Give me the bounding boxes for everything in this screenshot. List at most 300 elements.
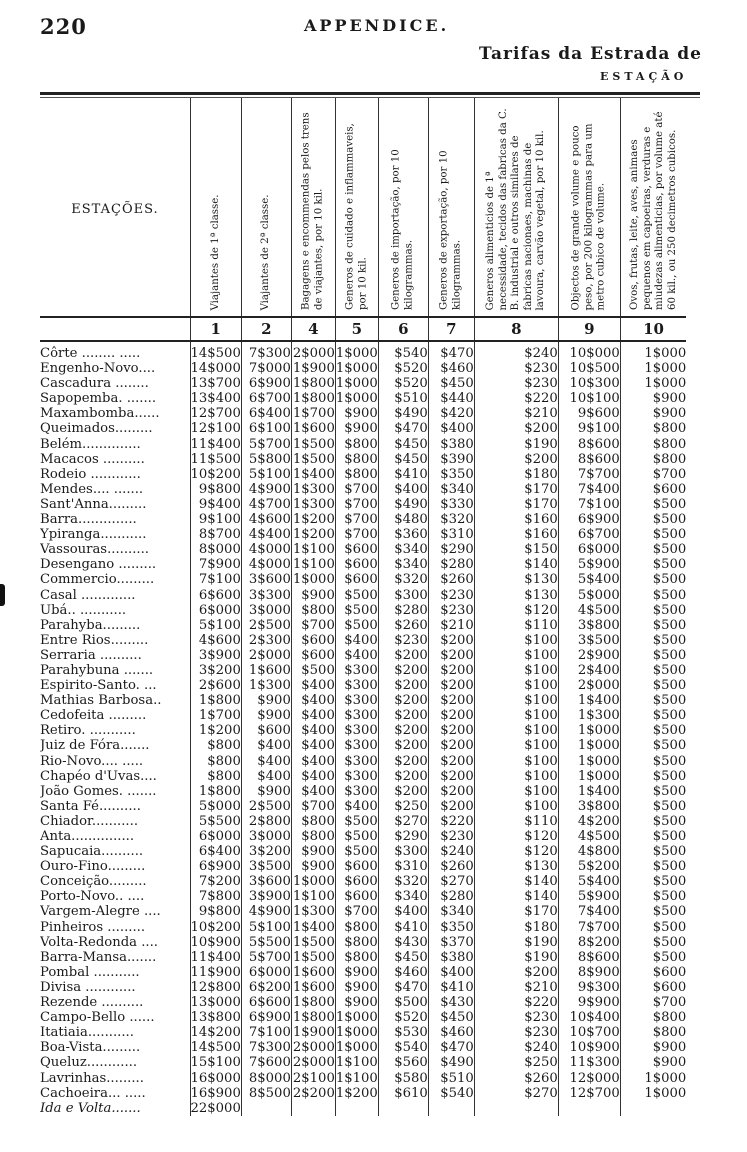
table-row xyxy=(40,633,686,648)
tariff-value: $600 xyxy=(620,980,686,995)
tariff-value: $300 xyxy=(335,708,378,723)
tariff-value: 1$800 xyxy=(190,784,241,799)
table-row xyxy=(40,708,686,723)
tariff-value: 7$200 xyxy=(190,874,241,889)
tariff-value: $430 xyxy=(428,995,474,1010)
tariff-value: 1$400 xyxy=(558,693,620,708)
tariff-value: 4$800 xyxy=(558,844,620,859)
tariff-value: $490 xyxy=(428,1055,474,1070)
tariff-value: $500 xyxy=(620,723,686,738)
tariff-value: $580 xyxy=(378,1071,428,1086)
tariff-value: $560 xyxy=(378,1055,428,1070)
tariff-value: 4$000 xyxy=(241,557,291,572)
tariff-value: $420 xyxy=(428,406,474,421)
tariff-value: 2$400 xyxy=(558,663,620,678)
column-number: 2 xyxy=(241,317,291,341)
tariff-value: 13$700 xyxy=(190,376,241,392)
tariff-value: $470 xyxy=(428,1040,474,1055)
tariff-value: 1$400 xyxy=(292,919,335,935)
station-name: Chiador........... xyxy=(40,813,139,829)
tariff-value: $400 xyxy=(378,904,428,919)
tariff-value: 7$000 xyxy=(241,361,291,376)
tariff-value: 3$200 xyxy=(241,844,291,859)
station-name: Commercio......... xyxy=(40,572,155,588)
tariff-value: $900 xyxy=(335,995,378,1010)
tariff-value: 3$900 xyxy=(190,648,241,663)
tariff-value: 2$100 xyxy=(292,1070,335,1086)
tariff-value: $490 xyxy=(378,406,428,421)
tariff-value: 5$000 xyxy=(190,799,241,814)
tariff-value: 1$300 xyxy=(292,496,335,512)
tariff-value: 10$200 xyxy=(190,919,241,935)
tariff-value: 6$900 xyxy=(558,512,620,527)
tariff-value: 3$000 xyxy=(241,603,291,618)
tariff-value: 12$700 xyxy=(558,1086,620,1101)
tariff-value: $110 xyxy=(474,618,558,633)
tariff-value: $300 xyxy=(335,754,378,769)
tariff-value: $350 xyxy=(428,467,474,482)
tariff-value: 7$100 xyxy=(558,497,620,512)
table-row xyxy=(40,693,686,708)
tariff-value: $900 xyxy=(241,708,291,723)
tariff-value: $250 xyxy=(474,1055,558,1070)
tariff-value: 10$200 xyxy=(190,466,241,482)
tariff-value: $900 xyxy=(620,406,686,421)
tariff-value: 5$700 xyxy=(241,437,291,452)
tariff-value: 8$600 xyxy=(558,437,620,452)
tariff-value: $500 xyxy=(620,603,686,618)
table-row xyxy=(40,859,686,874)
tariff-value: $600 xyxy=(335,889,378,904)
tariff-value: 3$800 xyxy=(558,799,620,814)
tariff-value: 7$300 xyxy=(241,341,291,361)
tariff-value: $220 xyxy=(428,814,474,829)
tariff-value: $700 xyxy=(620,995,686,1010)
tariff-value: $510 xyxy=(428,1071,474,1086)
tariff-value: 1$000 xyxy=(335,376,378,392)
tariff-value: $400 xyxy=(378,482,428,497)
tariff-value: $180 xyxy=(474,467,558,482)
tariff-value: 1$000 xyxy=(620,1086,686,1101)
tariff-value: 16$000 xyxy=(190,1070,241,1086)
tariff-value xyxy=(291,1101,335,1116)
tariff-value: 1$800 xyxy=(292,1010,335,1026)
tariff-value: 1$700 xyxy=(190,708,241,723)
tariff-value: $210 xyxy=(428,618,474,633)
tariff-value: $100 xyxy=(474,799,558,814)
tariff-value: $200 xyxy=(428,708,474,723)
tariff-value: 5$500 xyxy=(190,814,241,829)
tariff-value: $800 xyxy=(190,769,241,784)
tariff-value: $200 xyxy=(378,738,428,753)
tariff-value xyxy=(428,1101,474,1116)
stations-header: ESTAÇÕES. xyxy=(71,202,159,217)
tariff-value: $230 xyxy=(378,633,428,648)
tariff-value: $400 xyxy=(241,738,291,753)
tariff-value: $100 xyxy=(474,648,558,663)
tariff-value: 6$700 xyxy=(241,391,291,406)
tariff-value: $200 xyxy=(378,769,428,784)
tariff-value: 6$000 xyxy=(558,542,620,557)
tariff-value: $700 xyxy=(335,512,378,527)
page-number: 220 xyxy=(40,14,87,39)
station-name: Cachoeira... ..... xyxy=(40,1085,146,1101)
tariff-value: $240 xyxy=(474,341,558,361)
tariff-value: 6$700 xyxy=(558,527,620,542)
tariff-value: $100 xyxy=(474,754,558,769)
tariff-value: $460 xyxy=(428,1025,474,1040)
tariff-value: $300 xyxy=(335,678,378,693)
tariff-value: $100 xyxy=(474,693,558,708)
table-row xyxy=(40,1025,686,1040)
tariff-value: $200 xyxy=(474,452,558,467)
tariff-value: $500 xyxy=(620,799,686,814)
tariff-value: $120 xyxy=(474,829,558,844)
tariff-value: 5$400 xyxy=(558,572,620,587)
table-row xyxy=(40,799,686,814)
column-number-row xyxy=(40,317,686,341)
tariff-value: $230 xyxy=(428,588,474,603)
station-name: Juiz de Fóra....... xyxy=(40,738,150,754)
tariff-value: 6$200 xyxy=(241,980,291,995)
tariff-value: $500 xyxy=(620,527,686,542)
tariff-value: 6$900 xyxy=(241,376,291,391)
station-name: Côrte ........ ..... xyxy=(40,346,141,361)
table-row xyxy=(40,542,686,557)
tariff-value: $500 xyxy=(620,844,686,859)
tariff-value: 8$900 xyxy=(558,965,620,980)
tariff-value: $500 xyxy=(335,603,378,618)
tariff-value: $150 xyxy=(474,542,558,557)
tariff-value: 1$000 xyxy=(335,391,378,407)
column-number: 8 xyxy=(474,317,558,341)
tariff-value: 10$700 xyxy=(558,1025,620,1040)
station-name: Rio-Novo.... ..... xyxy=(40,753,144,769)
tariff-value: $900 xyxy=(291,859,335,874)
tariff-value: $100 xyxy=(474,738,558,753)
tariff-value: 4$600 xyxy=(241,512,291,527)
tariff-value: 11$300 xyxy=(558,1055,620,1070)
tariff-value: 13$000 xyxy=(190,995,241,1011)
tariff-value: 5$100 xyxy=(241,920,291,935)
tariff-value: 1$800 xyxy=(292,995,335,1011)
tariff-value: $900 xyxy=(335,980,378,995)
column-label: Ovos, frutas, leite, aves, animaes pequenos em capoeiras, verduras e miudezas alimenticias, por volume até 60 kil., ou 250 decimetros cubicos. xyxy=(628,111,678,310)
station-name: Volta-Redonda .... xyxy=(40,934,158,950)
tariff-value: $540 xyxy=(378,341,428,361)
station-name: Chapéo d'Uvas.... xyxy=(40,768,157,784)
tariff-value: $110 xyxy=(474,814,558,829)
tariff-value: $700 xyxy=(335,497,378,512)
tariff-value: $600 xyxy=(291,633,335,648)
tariff-value: $430 xyxy=(378,935,428,950)
tariff-value: $280 xyxy=(378,603,428,618)
tariff-value: 1$100 xyxy=(335,1055,378,1071)
tariff-value: $500 xyxy=(620,950,686,965)
tariff-value: $500 xyxy=(620,708,686,723)
column-header xyxy=(428,98,474,317)
station-name: Lavrinhas......... xyxy=(40,1070,144,1086)
tariff-value: 1$500 xyxy=(292,934,335,950)
tariff-value: $300 xyxy=(335,663,378,678)
tariff-value: 1$000 xyxy=(558,723,620,738)
tariff-value: 2$500 xyxy=(241,618,291,633)
tariff-value: $340 xyxy=(428,904,474,919)
tariff-value: $500 xyxy=(620,572,686,587)
tariff-value: $500 xyxy=(620,618,686,633)
tariff-value: $200 xyxy=(428,769,474,784)
tariff-value: 6$000 xyxy=(241,965,291,980)
tariff-value: $290 xyxy=(378,829,428,844)
column-label: Generos alimenticios de 1ª necessidade, tecidos das fabricas da C. B. industrial e outros similares de fabricas nacionaes, machinas de lavoura, carvão vegetal, por 10 kil. xyxy=(485,107,547,310)
tariff-value: 10$300 xyxy=(558,376,620,391)
tariff-value: 10$500 xyxy=(558,361,620,376)
tariff-value: $230 xyxy=(428,829,474,844)
tariff-value: $200 xyxy=(378,678,428,693)
table-row xyxy=(40,1086,686,1101)
tariff-value: 2$800 xyxy=(241,814,291,829)
tariff-value: $450 xyxy=(378,452,428,467)
tariff-value: $230 xyxy=(474,1025,558,1040)
tariff-value: $190 xyxy=(474,935,558,950)
tariff-value: $470 xyxy=(428,341,474,361)
tariff-value: $480 xyxy=(378,512,428,527)
tariff-value: $500 xyxy=(620,497,686,512)
tariff-value xyxy=(335,1101,378,1116)
station-name: Retiro. ........... xyxy=(40,723,136,739)
column-number: 7 xyxy=(428,317,474,341)
tariff-value: 4$500 xyxy=(558,603,620,618)
tariff-value: $500 xyxy=(620,769,686,784)
tariff-value: $180 xyxy=(474,920,558,935)
tariff-value: $340 xyxy=(378,557,428,572)
tariff-value: $230 xyxy=(474,376,558,391)
tariff-value: $900 xyxy=(335,406,378,421)
table-row xyxy=(40,437,686,452)
tariff-value: 1$600 xyxy=(292,421,335,437)
tariff-value: $340 xyxy=(378,542,428,557)
tariff-value: 1$600 xyxy=(241,663,291,678)
tariff-value: $500 xyxy=(335,829,378,844)
tariff-value: $500 xyxy=(620,557,686,572)
tariff-value: $310 xyxy=(428,527,474,542)
column-label: Generos de importação, por 10 kilogrammas. xyxy=(390,149,415,310)
column-number-blank xyxy=(40,317,190,341)
station-name: Ubá.. ........... xyxy=(40,602,127,618)
tariff-value: $500 xyxy=(620,588,686,603)
tariff-value: $700 xyxy=(291,618,335,633)
tariff-value: $800 xyxy=(620,437,686,452)
tariff-value: 3$300 xyxy=(241,588,291,603)
tariff-value: $800 xyxy=(190,738,241,753)
tariff-value: 3$800 xyxy=(558,618,620,633)
table-row xyxy=(40,844,686,859)
tariff-value: $270 xyxy=(378,814,428,829)
tariff-value: $340 xyxy=(428,482,474,497)
station-name: Anta............... xyxy=(40,829,135,844)
tariff-value: $140 xyxy=(474,557,558,572)
tariff-value: 8$000 xyxy=(241,1071,291,1086)
tariff-value: $400 xyxy=(428,421,474,436)
column-header xyxy=(291,98,335,317)
tariff-value: 5$200 xyxy=(558,859,620,874)
tariff-value: 8$600 xyxy=(558,950,620,965)
station-name: João Gomes. ....... xyxy=(40,783,157,799)
tariff-value: $100 xyxy=(474,708,558,723)
column-label: Viajantes de 1ª classe. xyxy=(209,193,221,310)
tariff-value: $500 xyxy=(291,663,335,678)
table-row xyxy=(40,784,686,799)
tariff-value: 3$000 xyxy=(241,829,291,844)
tariff-value: 3$500 xyxy=(558,633,620,648)
tariff-value: $500 xyxy=(620,648,686,663)
station-name: Parahyba......... xyxy=(40,617,141,633)
tariff-value: 1$000 xyxy=(620,341,686,361)
tariff-table xyxy=(40,98,686,1116)
tariff-value: $210 xyxy=(474,980,558,995)
station-name: Macacos .......... xyxy=(40,451,145,467)
column-header xyxy=(241,98,291,317)
station-name: Parahybuna ....... xyxy=(40,662,154,678)
running-head: APPENDICE. xyxy=(304,16,450,35)
tariff-value: $390 xyxy=(428,452,474,467)
tariff-value: $200 xyxy=(378,723,428,738)
tariff-value: $130 xyxy=(474,588,558,603)
tariff-value: $410 xyxy=(428,980,474,995)
tariff-value: 1$000 xyxy=(292,874,335,890)
tariff-value: $800 xyxy=(335,950,378,965)
tariff-value: 8$500 xyxy=(241,1086,291,1101)
table-row xyxy=(40,391,686,406)
tariff-value: $900 xyxy=(241,784,291,799)
tariff-value: $400 xyxy=(291,784,335,799)
station-name: Santa Fé.......... xyxy=(40,798,141,814)
table-row xyxy=(40,663,686,678)
tariff-value: $500 xyxy=(620,738,686,753)
tariff-value: 1$200 xyxy=(292,527,335,543)
tariff-value: 5$100 xyxy=(241,467,291,482)
tariff-value: $280 xyxy=(428,557,474,572)
tariff-value: $200 xyxy=(378,754,428,769)
tariff-value: 3$600 xyxy=(241,572,291,587)
tariff-value: $170 xyxy=(474,904,558,919)
tariff-value: $120 xyxy=(474,603,558,618)
tariff-value: 5$400 xyxy=(558,874,620,889)
station-name: Ypiranga........... xyxy=(40,527,147,543)
tariff-value: $120 xyxy=(474,844,558,859)
column-number: 4 xyxy=(291,317,335,341)
tariff-value: $300 xyxy=(378,844,428,859)
tariff-value: $800 xyxy=(291,603,335,618)
tariff-value: $100 xyxy=(474,784,558,799)
tariff-value: 7$900 xyxy=(190,557,241,572)
tariff-value xyxy=(241,1101,291,1116)
tariff-value: 9$100 xyxy=(190,512,241,527)
tariff-value: $900 xyxy=(335,965,378,980)
tariff-value: 4$700 xyxy=(241,497,291,512)
tariff-value: $140 xyxy=(474,889,558,904)
tariff-value: $300 xyxy=(335,769,378,784)
tariff-value: 14$500 xyxy=(190,341,241,361)
tariff-value: 1$000 xyxy=(335,1025,378,1041)
table-row xyxy=(40,588,686,603)
table-row xyxy=(40,618,686,633)
station-name: Barra.............. xyxy=(40,512,137,528)
tariff-value: $700 xyxy=(335,482,378,497)
column-header xyxy=(335,98,378,317)
tariff-value: $500 xyxy=(620,754,686,769)
tariff-value: $500 xyxy=(620,904,686,919)
station-name: Itatiaia........... xyxy=(40,1025,134,1041)
tariff-value: 14$000 xyxy=(190,361,241,377)
tariff-value: $800 xyxy=(335,935,378,950)
tariff-value: $260 xyxy=(474,1071,558,1086)
tariff-value: $230 xyxy=(428,603,474,618)
tariff-value: 1$600 xyxy=(292,964,335,980)
tariff-body xyxy=(40,341,686,1116)
binding-mark xyxy=(0,584,5,606)
tariff-value: 8$200 xyxy=(558,935,620,950)
stations-header-cell xyxy=(40,98,190,317)
tariff-value: 2$000 xyxy=(558,678,620,693)
tariff-value: $500 xyxy=(335,618,378,633)
tariff-value: 7$100 xyxy=(190,572,241,587)
tariff-value: 1$900 xyxy=(292,1025,335,1041)
column-number: 1 xyxy=(190,317,241,341)
tariff-value: 12$000 xyxy=(558,1071,620,1086)
tariff-value: 1$000 xyxy=(558,769,620,784)
station-name: Queimados......... xyxy=(40,421,153,437)
tariff-value: 13$800 xyxy=(190,1010,241,1026)
tariff-value: 4$400 xyxy=(241,527,291,542)
tariff-value: 1$500 xyxy=(292,451,335,467)
tariff-value: $320 xyxy=(378,572,428,587)
station-name: Desengano ......... xyxy=(40,557,157,573)
tariff-value: $700 xyxy=(335,904,378,919)
tariff-value: $900 xyxy=(620,1055,686,1070)
tariff-value: $160 xyxy=(474,527,558,542)
tariff-value: 1$100 xyxy=(292,542,335,558)
tariff-value: $350 xyxy=(428,920,474,935)
tariff-value: 1$300 xyxy=(558,708,620,723)
tariff-value: $500 xyxy=(620,663,686,678)
station-name: Cedofeita ......... xyxy=(40,708,147,724)
table-title: Tarifas da Estrada de xyxy=(479,44,702,64)
tariff-value: $900 xyxy=(291,844,335,859)
tariff-value: 1$000 xyxy=(335,1010,378,1026)
tariff-value: $130 xyxy=(474,859,558,874)
tariff-value: $400 xyxy=(428,965,474,980)
tariff-value: 6$900 xyxy=(241,1010,291,1025)
tariff-value: $400 xyxy=(291,708,335,723)
tariff-value: $310 xyxy=(378,859,428,874)
tariff-value: $130 xyxy=(474,572,558,587)
tariff-value: $200 xyxy=(474,421,558,436)
table-row xyxy=(40,829,686,844)
table-row xyxy=(40,1040,686,1055)
tariff-value: 7$300 xyxy=(241,1040,291,1055)
tariff-value: $600 xyxy=(335,542,378,557)
tariff-value: $200 xyxy=(378,784,428,799)
tariff-value: 6$000 xyxy=(190,603,241,618)
tariff-value: $600 xyxy=(291,648,335,663)
tariff-value: $800 xyxy=(291,829,335,844)
tariff-value: 9$100 xyxy=(558,421,620,436)
tariff-value: $460 xyxy=(428,361,474,376)
tariff-value: 9$400 xyxy=(190,497,241,512)
tariff-value: $220 xyxy=(474,391,558,406)
tariff-value: $540 xyxy=(428,1086,474,1101)
